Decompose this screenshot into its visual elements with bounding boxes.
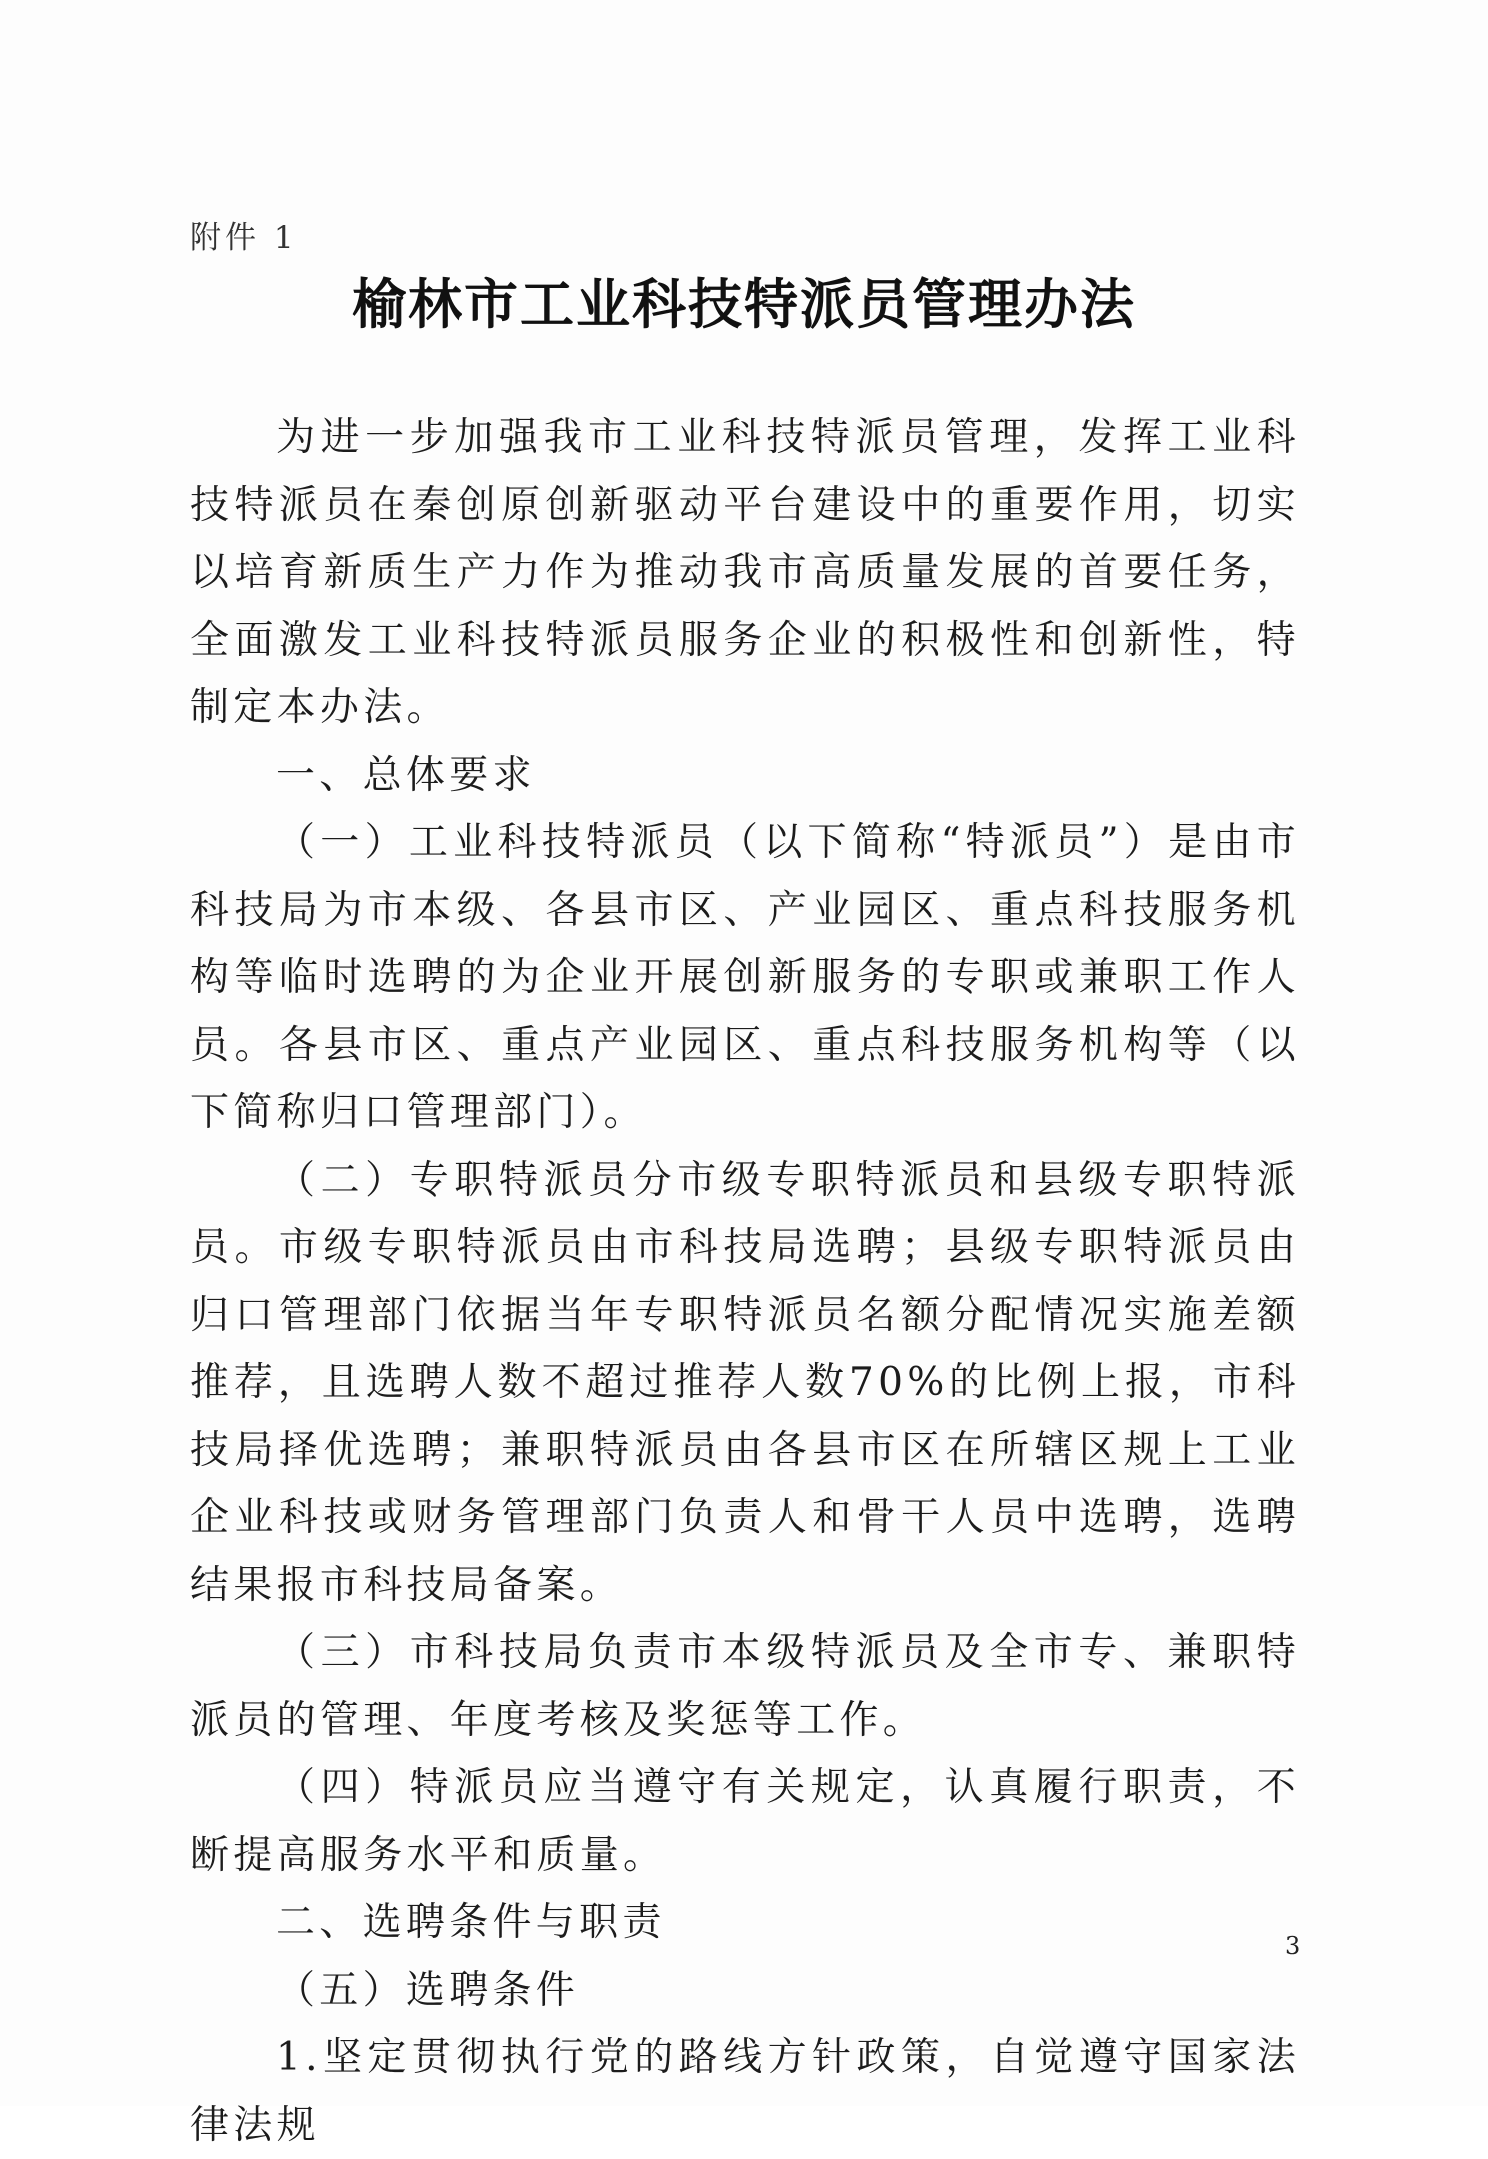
paragraph-condition-1: 1.坚定贯彻执行党的路线方针政策，自觉遵守国家法律法规: [190, 2035, 1300, 2148]
page-number: 3: [1285, 1932, 1301, 1960]
paragraph-clause-2: （二）专职特派员分市级专职特派员和县级专职特派员。市级专职特派员由市科技局选聘；县级专职特派员由归口管理部门依据当年专职特派员名额分配情况实施差额推荐，且选聘人数不超过推荐人数70%的比例上报，市科技局择优选聘；兼职特派员由各县市区在所辖区规上工业企业科技或财务管理部门负责人和骨干人员中选聘，选聘结果报市科技局备案。: [190, 1157, 1300, 1608]
section-heading-selection: 二、选聘条件与职责: [276, 1900, 666, 1945]
subsection-heading-selection-conditions: （五）选聘条件: [276, 1967, 580, 2013]
document-title: 榆林市工业科技特派员管理办法: [352, 272, 1136, 336]
attachment-label: 附件 1: [190, 220, 298, 256]
section-heading-general-requirements: 一、总体要求: [276, 752, 536, 798]
document-body: [190, 404, 1300, 2159]
paragraph-intro: 为进一步加强我市工业科技特派员管理，发挥工业科技特派员在秦创原创新驱动平台建设中的重要作用，切实以培育新质生产力作为推动我市高质量发展的首要任务，全面激发工业科技特派员服务企业的积极性和创新性，特制定本办法。: [190, 415, 1300, 730]
paragraph-clause-3: （三）市科技局负责市本级特派员及全市专、兼职特派员的管理、年度考核及奖惩等工作。: [190, 1630, 1300, 1743]
paragraph-clause-4: （四）特派员应当遵守有关规定，认真履行职责，不断提高服务水平和质量。: [190, 1765, 1300, 1878]
paragraph-clause-1: （一）工业科技特派员（以下简称“特派员”）是由市科技局为市本级、各县市区、产业园区、重点科技服务机构等临时选聘的为企业开展创新服务的专职或兼职工作人员。各县市区、重点产业园区、重点科技服务机构等（以下简称归口管理部门）。: [190, 820, 1300, 1135]
